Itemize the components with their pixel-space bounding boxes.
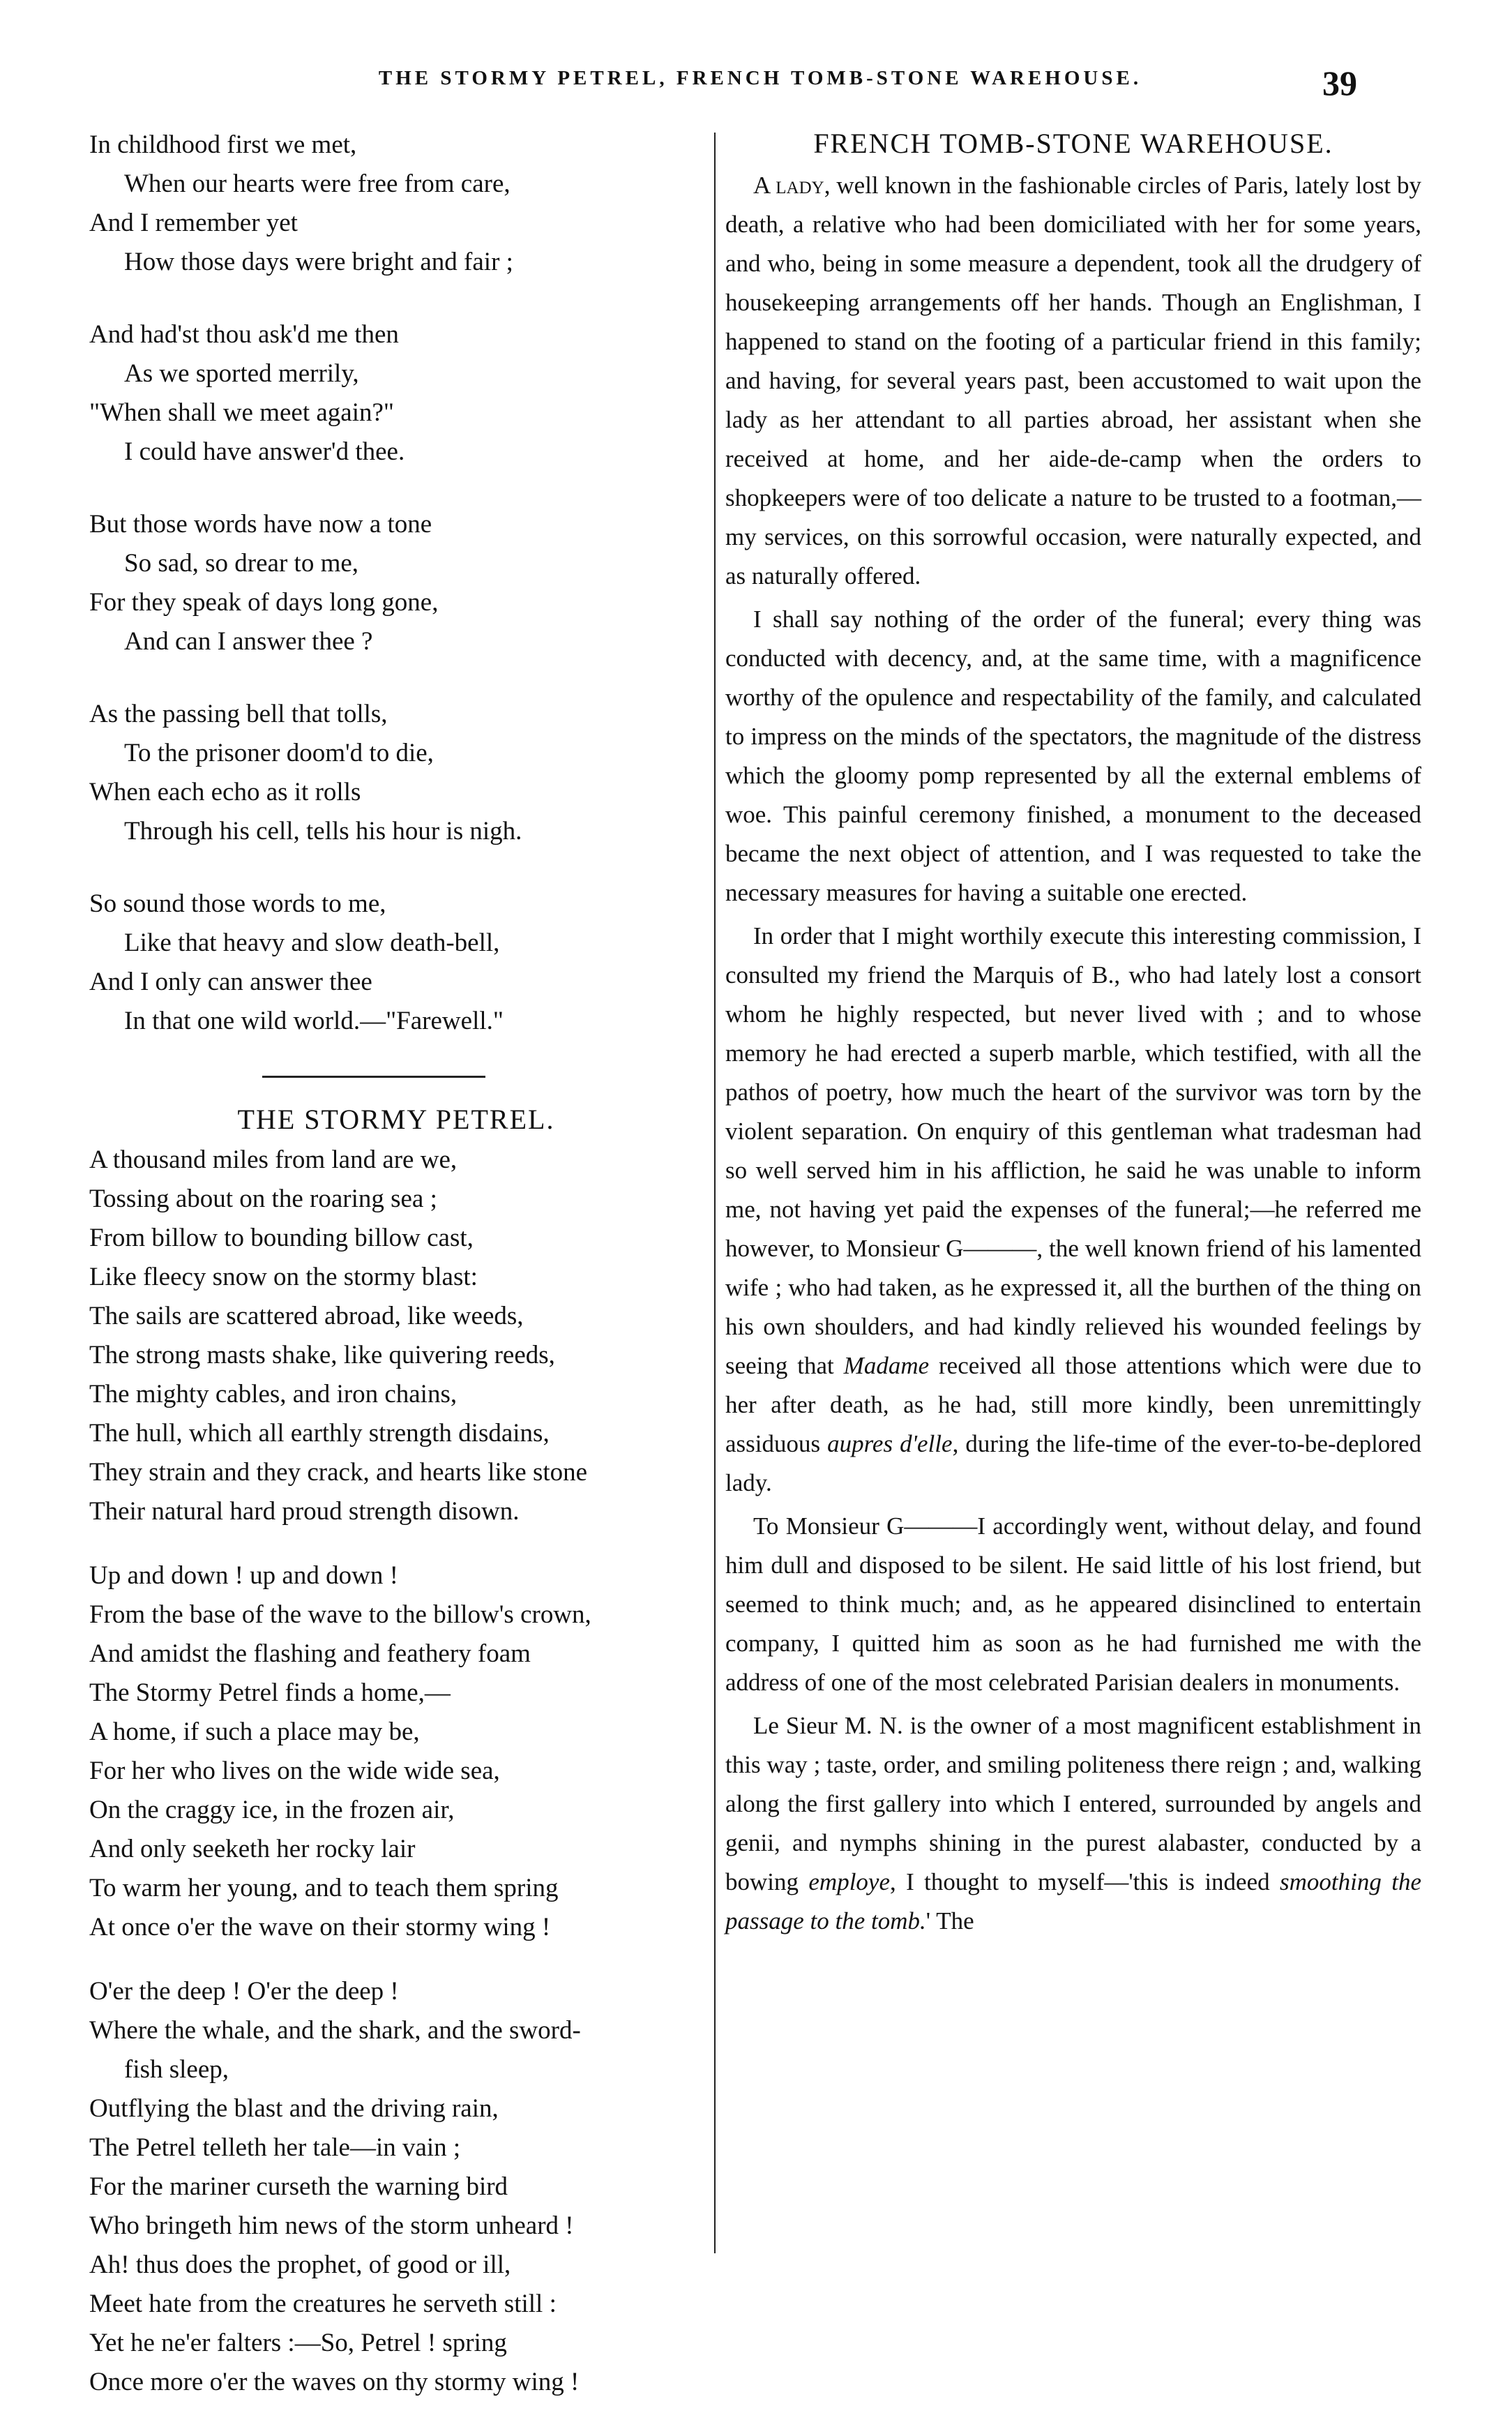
poem-line: The sails are scattered abroad, like weeds, bbox=[89, 1302, 524, 1330]
poem-line: Where the whale, and the shark, and the sword- bbox=[89, 2016, 581, 2045]
poem-line: When each echo as it rolls bbox=[89, 778, 361, 806]
article-paragraph-4: To Monsieur G———I accordingly went, without delay, and found him dull and disposed to be silent. He said little of his lost friend, but seemed to think much; and, as he appeared disinclined to entertain company, I quitted him as soon as he had furnished me with the address of one of the most celebrated Parisian dealers in monuments. bbox=[725, 1512, 1421, 1696]
paragraph-text: In order that I might worthily execute this interesting commission, I consulted my friend the Marquis of B., who had lately lost a consort whom he highly respected, but never lived with ; and to whose memory he had erected a superb marble, which testified, with all the pathos of poetry, how much the heart of the survivor was torn by the violent separation. On enquiry of this gentleman what tradesman had so well served him in his affliction, he said he was unable to inform me, not having yet paid the expenses of the funeral;—he referred me however, to Monsieur G———, the well known friend of his lamented wife ; who had taken, as he expressed it, all the burthen of the thing on his own shoulders, and had kindly relieved his wounded feelings by seeing that bbox=[725, 922, 1421, 1379]
poem-line: Like fleecy snow on the stormy blast: bbox=[89, 1263, 478, 1291]
poem-line: A thousand miles from land are we, bbox=[89, 1145, 458, 1174]
stanza bbox=[89, 1556, 703, 1947]
paragraph-text: Le Sieur M. N. is the owner of a most magnificent establishment in this way ; taste, order, and smiling politeness there reign ; and, walking along the first gallery into which I entered, surrounded by angels and genii, and nymphs shining in the purest alabaster, conducted by a bowing bbox=[725, 1712, 1421, 1895]
stanza bbox=[89, 885, 703, 1041]
poem-line: The hull, which all earthly strength disdains, bbox=[89, 1419, 550, 1448]
stanza bbox=[89, 1141, 703, 1531]
article-paragraph-5 bbox=[725, 1706, 1421, 1941]
poem-line: Like that heavy and slow death-bell, bbox=[124, 929, 500, 957]
poem-line: They strain and they crack, and hearts like stone bbox=[89, 1458, 588, 1487]
poem-line: And can I answer thee ? bbox=[124, 627, 373, 656]
poem-line: The Stormy Petrel finds a home,— bbox=[89, 1678, 451, 1707]
italic-smoothing: smoothing the passage to the tomb. bbox=[725, 1868, 1421, 1934]
page-number: 39 bbox=[1322, 63, 1357, 103]
poem-line: As we sported merrily, bbox=[124, 359, 359, 388]
poem-line: How those days were bright and fair ; bbox=[124, 248, 513, 276]
italic-employe: employe bbox=[808, 1868, 890, 1895]
poem-line: And amidst the flashing and feathery foam bbox=[89, 1639, 531, 1668]
poem-line: Through his cell, tells his hour is nigh. bbox=[124, 817, 522, 846]
poem-line: Up and down ! up and down ! bbox=[89, 1561, 398, 1590]
paragraph-text: , I thought to myself—'this is indeed bbox=[890, 1868, 1280, 1895]
poem-line: Ah! thus does the prophet, of good or ill, bbox=[89, 2251, 511, 2279]
poem-line: From billow to bounding billow cast, bbox=[89, 1224, 474, 1252]
poem-line: Outflying the blast and the driving rain, bbox=[89, 2094, 499, 2123]
poem-line: So sad, so drear to me, bbox=[124, 549, 359, 578]
poem-line: From the base of the wave to the billow's crown, bbox=[89, 1600, 591, 1629]
poem-line: And only seeketh her rocky lair bbox=[89, 1835, 416, 1863]
poem-line: Their natural hard proud strength disown. bbox=[89, 1497, 520, 1526]
article-paragraph-1 bbox=[725, 166, 1421, 596]
smallcaps-word: lady bbox=[776, 172, 824, 199]
poem-line: Tossing about on the roaring sea ; bbox=[89, 1185, 437, 1213]
stanza bbox=[89, 315, 703, 472]
poem-line: But those words have now a tone bbox=[89, 510, 432, 539]
article-title: FRENCH TOMB-STONE WAREHOUSE. bbox=[813, 128, 1333, 159]
poem-line: And I only can answer thee bbox=[89, 968, 372, 996]
poem-line: For the mariner curseth the warning bird bbox=[89, 2172, 508, 2201]
poem-line: And had'st thou ask'd me then bbox=[89, 320, 399, 349]
stanza bbox=[89, 505, 703, 661]
poem-line: At once o'er the wave on their stormy wing ! bbox=[89, 1913, 551, 1941]
poem-line: "When shall we meet again?" bbox=[89, 398, 395, 427]
article-paragraph-3 bbox=[725, 917, 1421, 1503]
poem-line: The strong masts shake, like quivering reeds, bbox=[89, 1341, 555, 1369]
running-head: THE STORMY PETREL, FRENCH TOMB-STONE WAREHOUSE. bbox=[378, 67, 1142, 89]
poem-line: For her who lives on the wide wide sea, bbox=[89, 1757, 500, 1785]
paragraph-text: , during the life-time of the ever-to-be-deplored lady. bbox=[725, 1430, 1421, 1496]
paragraph-text: ' The bbox=[925, 1907, 974, 1934]
poem-line: Once more o'er the waves on thy stormy wing ! bbox=[89, 2368, 580, 2396]
poem-line: In childhood first we met, bbox=[89, 130, 357, 159]
poem-line: Meet hate from the creatures he serveth still : bbox=[89, 2290, 557, 2318]
poem-line: In that one wild world.—"Farewell." bbox=[124, 1007, 504, 1035]
italic-madame: Madame bbox=[843, 1352, 930, 1379]
poem-line: fish sleep, bbox=[124, 2055, 229, 2084]
poem-line: A home, if such a place may be, bbox=[89, 1718, 420, 1746]
poem-line: To the prisoner doom'd to die, bbox=[124, 739, 434, 767]
poem-line: On the craggy ice, in the frozen air, bbox=[89, 1796, 455, 1824]
section-divider bbox=[262, 1076, 485, 1078]
poem-farewell bbox=[89, 126, 703, 1041]
poem-line: As the passing bell that tolls, bbox=[89, 700, 388, 728]
drop-word: A bbox=[753, 172, 770, 199]
article-paragraph-2: I shall say nothing of the order of the funeral; every thing was conducted with decency, and, at the same time, with a magnificence worthy of the opulence and respectability of the family, and calculated to impress on the minds of the spectators, the magnitude of the distress which the gloomy pomp represented by all the external emblems of woe. This painful ceremony finished, a monument to the deceased became the next object of attention, and I was requested to take the necessary measures for having a suitable one erected. bbox=[725, 606, 1421, 906]
stanza bbox=[89, 695, 703, 851]
poem-line: Yet he ne'er falters :—So, Petrel ! spring bbox=[89, 2329, 507, 2357]
poem-line: And I remember yet bbox=[89, 209, 298, 237]
poem-stormy-petrel bbox=[89, 1141, 703, 2402]
poem-line: So sound those words to me, bbox=[89, 889, 386, 918]
poem-line: The Petrel telleth her tale—in vain ; bbox=[89, 2133, 461, 2162]
paragraph-text: received all those attentions which were due to her after death, as he had, still more kindly, been unremittingly assiduous bbox=[725, 1352, 1421, 1457]
poem-line: For they speak of days long gone, bbox=[89, 588, 439, 617]
stanza bbox=[89, 1972, 703, 2402]
column-divider bbox=[714, 133, 716, 2253]
italic-aupres: aupres d'elle bbox=[827, 1430, 953, 1457]
left-column bbox=[89, 126, 703, 2427]
stanza bbox=[89, 126, 703, 282]
poem-line: I could have answer'd thee. bbox=[124, 437, 405, 466]
poem-title-stormy-petrel: THE STORMY PETREL. bbox=[237, 1104, 555, 1135]
poem-line: The mighty cables, and iron chains, bbox=[89, 1380, 458, 1408]
right-column bbox=[725, 126, 1421, 1945]
poem-line: O'er the deep ! O'er the deep ! bbox=[89, 1977, 399, 2006]
paragraph-text: , well known in the fashionable circles of Paris, lately lost by death, a relative who had been domiciliated with her for some years, and who, being in some measure a dependent, took all the drudgery of housekeeping arrangements off her hands. Though an Englishman, I happened to stand on the footing of a particular friend in this family; and having, for several years past, been accustomed to wait upon the lady as her attendant to all parties abroad, her assistant when she received at home, and her aide-de-camp when the orders to shopkeepers were of too delicate a nature to be trusted to a footman,—my services, on this sorrowful occasion, were naturally expected, and as naturally offered. bbox=[725, 172, 1421, 589]
poem-line: To warm her young, and to teach them spring bbox=[89, 1874, 559, 1902]
poem-line: When our hearts were free from care, bbox=[124, 170, 511, 198]
poem-line: Who bringeth him news of the storm unheard ! bbox=[89, 2211, 574, 2240]
